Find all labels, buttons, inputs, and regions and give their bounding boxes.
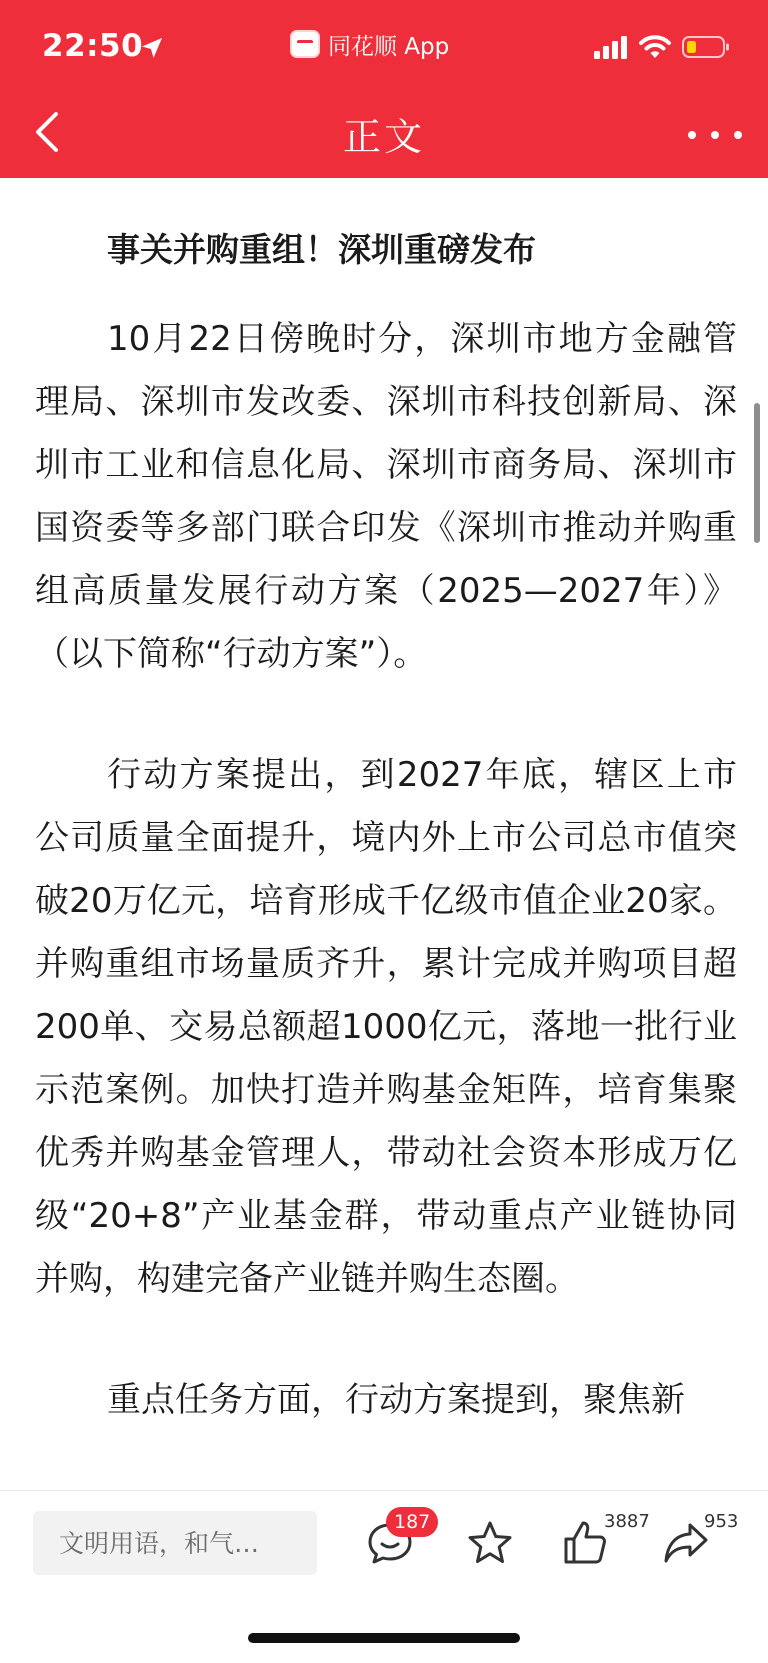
wifi-icon [638,34,672,60]
scrollbar[interactable] [754,403,760,543]
status-icons [592,34,730,60]
status-time: 22:50 [42,28,144,64]
article-paragraph-2: 行动方案提出，到2027年底，辖区上市公司质量全面提升，境内外上市公司总市值突破20万亿元，培育形成千亿级市值企业20家。并购重组市场量质齐升，累计完成并购项目超200单、交易总额超1000亿元，落地一批行业示范案例。加快打造并购基金矩阵，培育集聚优秀并购基金管理人，带动社会资本形成万亿级“20+8”产业基金群，带动重点产业链协同并购，构建完备产业链并购生态圈。 [35,755,737,1299]
more-button[interactable] [688,118,742,152]
star-icon [464,1517,516,1569]
article-body [35,220,737,1432]
article-paragraph-1: 10月22日傍晚时分，深圳市地方金融管理局、深圳市发改委、深圳市科技创新局、深圳市工业和信息化局、深圳市商务局、深圳市国资委等多部门联合印发《深圳市推动并购重组高质量发展行动方案（2025—2027年）》（以下简称“行动方案”）。 [35,319,737,674]
article-paragraph-3: 重点任务方面，行动方案提到，聚焦新 [107,1380,685,1420]
more-dot [734,131,742,139]
favorite-button[interactable] [464,1517,516,1569]
comment-count-badge: 187 [386,1507,438,1537]
app-logo-icon [290,30,320,58]
article-title: 事关并购重组！深圳重磅发布 [107,230,536,269]
app-indicator[interactable] [290,28,449,60]
more-dots-icon [688,131,696,139]
home-indicator[interactable] [248,1633,520,1643]
like-count: 3887 [604,1511,650,1532]
signal-icon [592,35,628,59]
header [0,0,768,178]
share-count: 953 [704,1511,739,1532]
battery-low-icon [682,35,730,59]
bottom-action-bar [0,1490,768,1663]
app-name: 同花顺 App [328,33,450,60]
location-arrow-icon [140,36,164,60]
more-dot [711,131,719,139]
comment-input[interactable] [33,1511,317,1575]
page-title: 正文 [342,115,425,159]
